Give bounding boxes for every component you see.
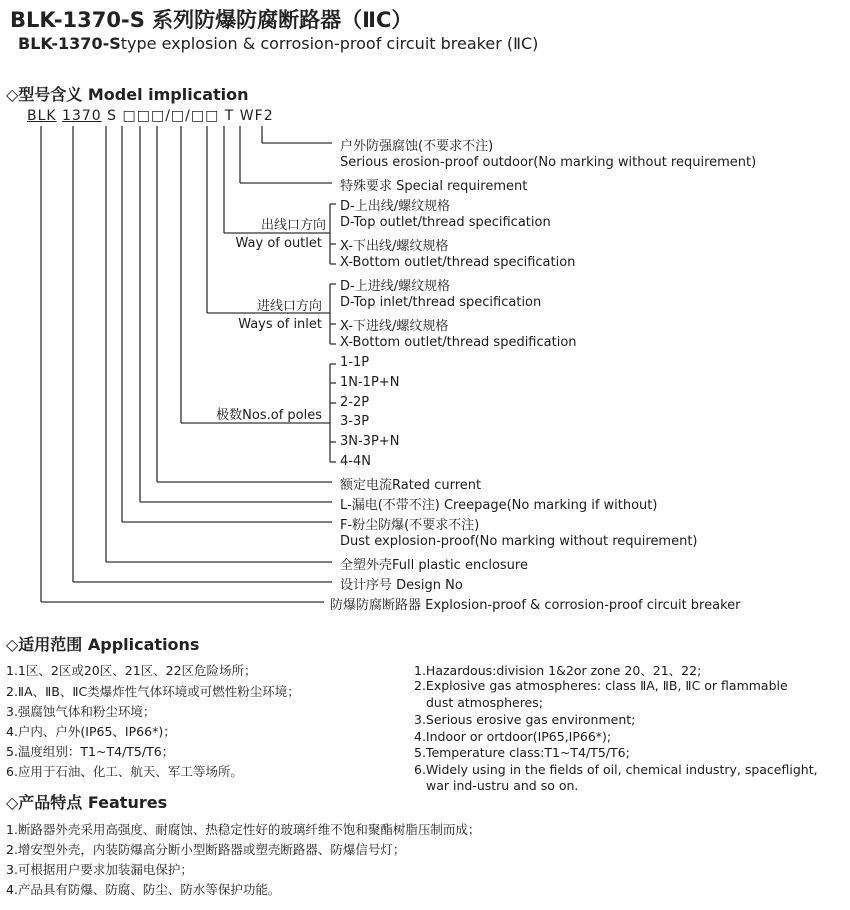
app-cn-6: 6.应用于石油、化工、航天、军工等场所。 [6,764,243,779]
label-rated-current: 额定电流Rated current [340,478,482,493]
feature-1: 1.断路器外壳采用高强度、耐腐蚀、热稳定性好的玻璃纤维不饱和聚酯树脂压制而成； [6,822,481,837]
code-part-blk: BLK [27,108,57,124]
label-dust-cn: F-粉尘防爆(不要求不注) [340,518,480,533]
code-box-dust: □ [150,108,166,124]
app-cn-5: 5.温度组别：T1~T4/T5/T6； [6,744,175,759]
app-cn-4: 4.户内、户外(IP65、IP66*)； [6,724,176,739]
app-en-6: 6.Widely using in the fields of oil, chemical industry, spaceflight, [414,762,818,777]
inlet-direction-en: Ways of inlet [238,317,322,332]
label-pole-4n: 4-4N [340,454,371,469]
page-title: BLK-1370-S 系列防爆防腐断路器（ⅡC） [10,8,413,32]
app-en-1: 1.Hazardous:division 1&2or zone 20、21、22; [414,663,702,678]
label-inlet-bottom-en: X-Bottom outlet/thread spedification [340,335,577,350]
subtitle-rest: type explosion & corrosion-proof circuit breaker (ⅡC) [120,34,539,53]
model-heading: ◇型号含义 Model implication [6,85,249,104]
label-dust-en: Dust explosion-proof(No marking without requirement) [340,534,698,549]
code-box-creepage: □ [136,108,151,124]
label-pole-1n: 1N-1P+N [340,375,400,390]
features-heading: ◇产品特点 Features [6,793,168,812]
label-special-requirement: 特殊要求 Special requirement [340,179,528,194]
label-inlet-top-cn: D-上进线/螺纹规格 [340,279,451,294]
feature-3: 3.可根据用户要求加装漏电保护； [6,862,193,877]
label-outdoor-cn: 户外防强腐蚀(不要求不注) [340,139,494,154]
code-box-poles: □ [170,108,186,124]
label-design-no: 设计序号 Design No [340,578,463,593]
label-pole-3n: 3N-3P+N [340,434,400,449]
code-part-t: T [224,108,235,124]
app-en-6-cont: war ind-ustru and so on. [426,778,579,793]
label-outlet-bottom-en: X-Bottom outlet/thread specification [340,255,576,270]
label-inlet-bottom-cn: X-下进线/螺纹规格 [340,319,449,334]
app-cn-1: 1.1区、2区或20区、21区、22区危险场所； [6,663,257,678]
feature-4: 4.产品具有防爆、防腐、防尘、防水等保护功能。 [6,882,281,897]
label-outdoor-en: Serious erosion-proof outdoor(No marking without requirement) [340,155,757,170]
subtitle-model: BLK-1370-S [18,34,121,53]
app-en-2: 2.Explosive gas atmospheres: class ⅡA, ⅡB, ⅡC or flammable [414,678,788,693]
code-slash-2: / [185,108,191,124]
app-en-4: 4.Indoor or ortdoor(IP65,IP66*); [414,729,612,744]
label-pole-2p: 2-2P [340,395,370,410]
label-breaker: 防爆防腐断路器 Explosion-proof & corrosion-proof circuit breaker [330,598,741,613]
label-inlet-top-en: D-Top inlet/thread specification [340,295,542,310]
app-en-3: 3.Serious erosive gas environment; [414,712,636,727]
inlet-direction-cn: 进线口方向 [256,299,322,314]
app-cn-3: 3.强腐蚀气体和粉尘环境； [6,704,156,719]
app-en-5: 5.Temperature class:T1~T4/T5/T6; [414,745,630,760]
code-box-current: □ [122,108,137,124]
code-box-outlet: □ [205,108,220,124]
label-outlet-top-en: D-Top outlet/thread specification [340,215,551,230]
label-creepage: L-漏电(不带不注) Creepage(No marking if without) [340,498,658,513]
label-outlet-bottom-cn: X-下出线/螺纹规格 [340,239,449,254]
feature-2: 2.增安型外壳，内装防爆高分断小型断路器或塑壳断路器、防爆信号灯； [6,842,406,857]
code-part-s: S [107,108,118,124]
code-slash-1: / [165,108,171,124]
label-pole-3p: 3-3P [340,414,370,429]
applications-heading: ◇适用范围 Applications [6,635,200,654]
outlet-direction-cn: 出线口方向 [260,218,326,233]
code-box-inlet: □ [190,108,206,124]
label-outlet-top-cn: D-上出线/螺纹规格 [340,199,451,214]
code-part-wf2: WF2 [239,108,274,124]
app-cn-2: 2.ⅡA、ⅡB、ⅡC类爆炸性气体环境或可燃性粉尘环境； [6,684,300,699]
label-full-plastic: 全塑外壳Full plastic enclosure [340,558,528,573]
label-pole-1p: 1-1P [340,355,370,370]
outlet-direction-en: Way of outlet [235,236,322,251]
app-en-2-cont: dust atmospheres; [426,695,543,710]
poles-label: 极数Nos.of poles [216,408,322,423]
code-part-1370: 1370 [62,108,102,124]
